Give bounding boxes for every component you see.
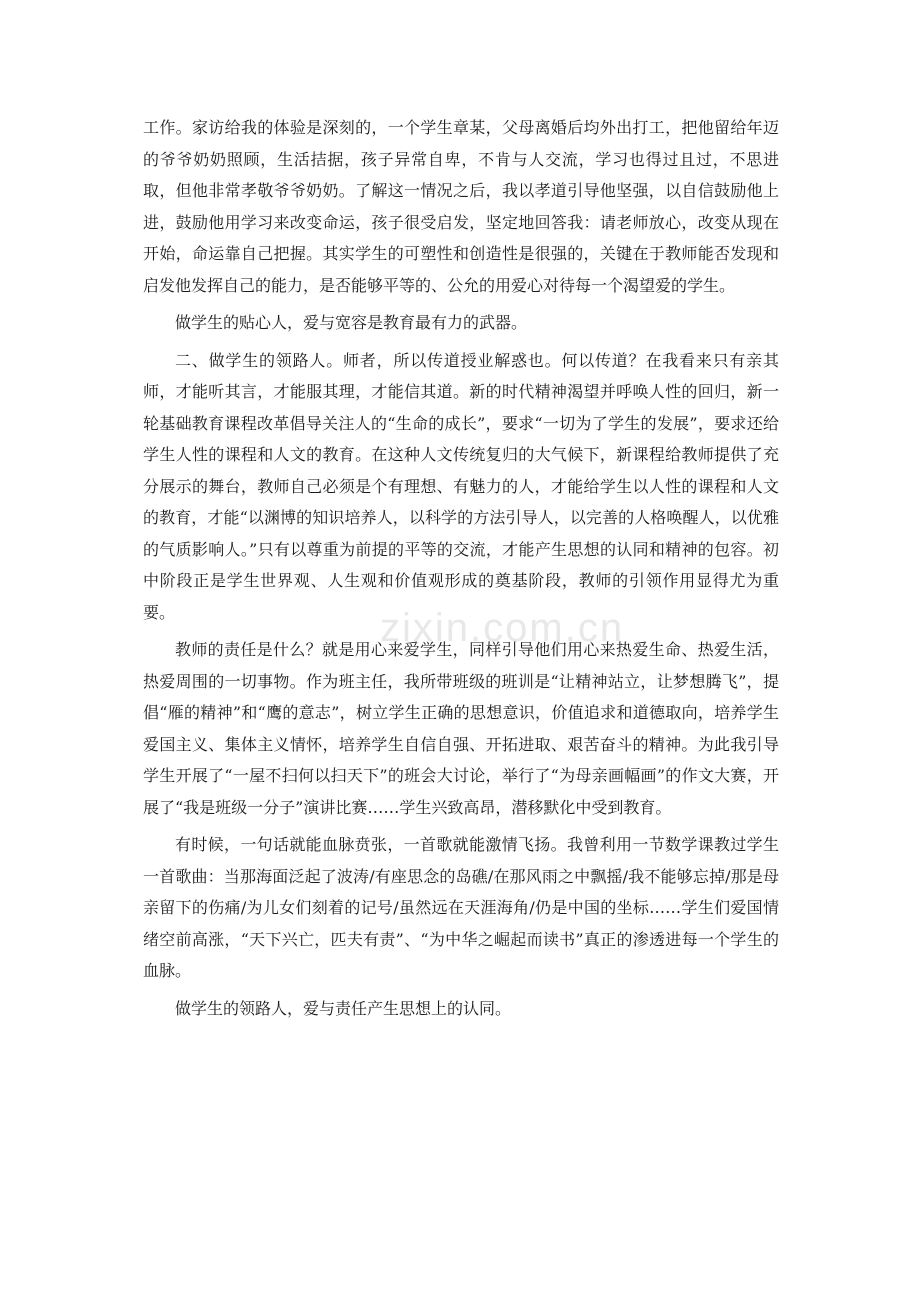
paragraph-teacher-responsibility: 教师的责任是什么？就是用心来爱学生，同样引导他们用心来热爱生命、热爱生活，热爱周围的一切事物。作为班主任，我所带班级的班训是“让精神站立，让梦想腾飞”，提倡“雁的精神”和“鹰的意志”，树立学生正确的思想意识，价值追求和道德取向，培养学生爱国主义、集体主义情怀，培养学生自信自强、开拓进取、艰苦奋斗的精神。为此我引导学生开展了“一屋不扫何以扫天下”的班会大讨论，举行了“为母亲画幅画”的作文大赛，开展了“我是班级一分子”演讲比赛……学生兴致高昂，潜移默化中受到教育。 [143, 640, 779, 817]
paragraph-continued: 工作。家访给我的体验是深刻的，一个学生章某，父母离婚后均外出打工，把他留给年迈的爷爷奶奶照顾，生活拮据，孩子异常自卑，不肯与人交流，学习也得过且过，不思进取，但他非常孝敬爷爷奶奶。了解这一情况之后，我以孝道引导他坚强，以自信鼓励他上进，鼓励他用学习来改变命运，孩子很受启发，坚定地回答我：请老师放心，改变从现在开始，命运靠自己把握。其实学生的可塑性和创造性是很强的，关键在于教师能否发现和启发他发挥自己的能力，是否能够平等的、公允的用爱心对待每一个渴望爱的学生。 [143, 118, 779, 295]
document-body [143, 112, 779, 1030]
paragraph-section-2: 二、做学生的领路人。师者，所以传道授业解惑也。何以传道？在我看来只有亲其师，才能听其言，才能服其理，才能信其道。新的时代精神渴望并呼唤人性的回归，新一轮基础教育课程改革倡导关注人的“生命的成长”，要求“一切为了学生的发展”，要求还给学生人性的课程和人文的教育。在这种人文传统复归的大气候下，新课程给教师提供了充分展示的舞台，教师自己必须是个有理想、有魅力的人，才能给学生以人性的课程和人文的教育，才能“以渊博的知识培养人，以科学的方法引导人，以完善的人格唤醒人，以优雅的气质影响人。”只有以尊重为前提的平等的交流，才能产生思想的认同和精神的包容。初中阶段正是学生世界观、人生观和价值观形成的奠基阶段，教师的引领作用显得尤为重要。 [143, 350, 779, 622]
watermark-text: zixin.com.cn [380, 606, 625, 650]
paragraph-song: 有时候，一句话就能血脉贲张，一首歌就能激情飞扬。我曾利用一节数学课教过学生一首歌曲：当那海面泛起了波涛/有座思念的岛礁/在那风雨之中飘摇/我不能够忘掉/那是母亲留下的伤痛/为儿女们刻着的记号/虽然远在天涯海角/仍是中国的坐标……学生们爱国情绪空前高涨，“天下兴亡，匹夫有责”、“为中华之崛起而读书”真正的渗透进每一个学生的血脉。 [143, 835, 779, 980]
paragraph-summary-2: 做学生的领路人，爱与责任产生思想上的认同。 [175, 998, 512, 1018]
paragraph-summary-1: 做学生的贴心人，爱与宽容是教育最有力的武器。 [175, 313, 528, 332]
